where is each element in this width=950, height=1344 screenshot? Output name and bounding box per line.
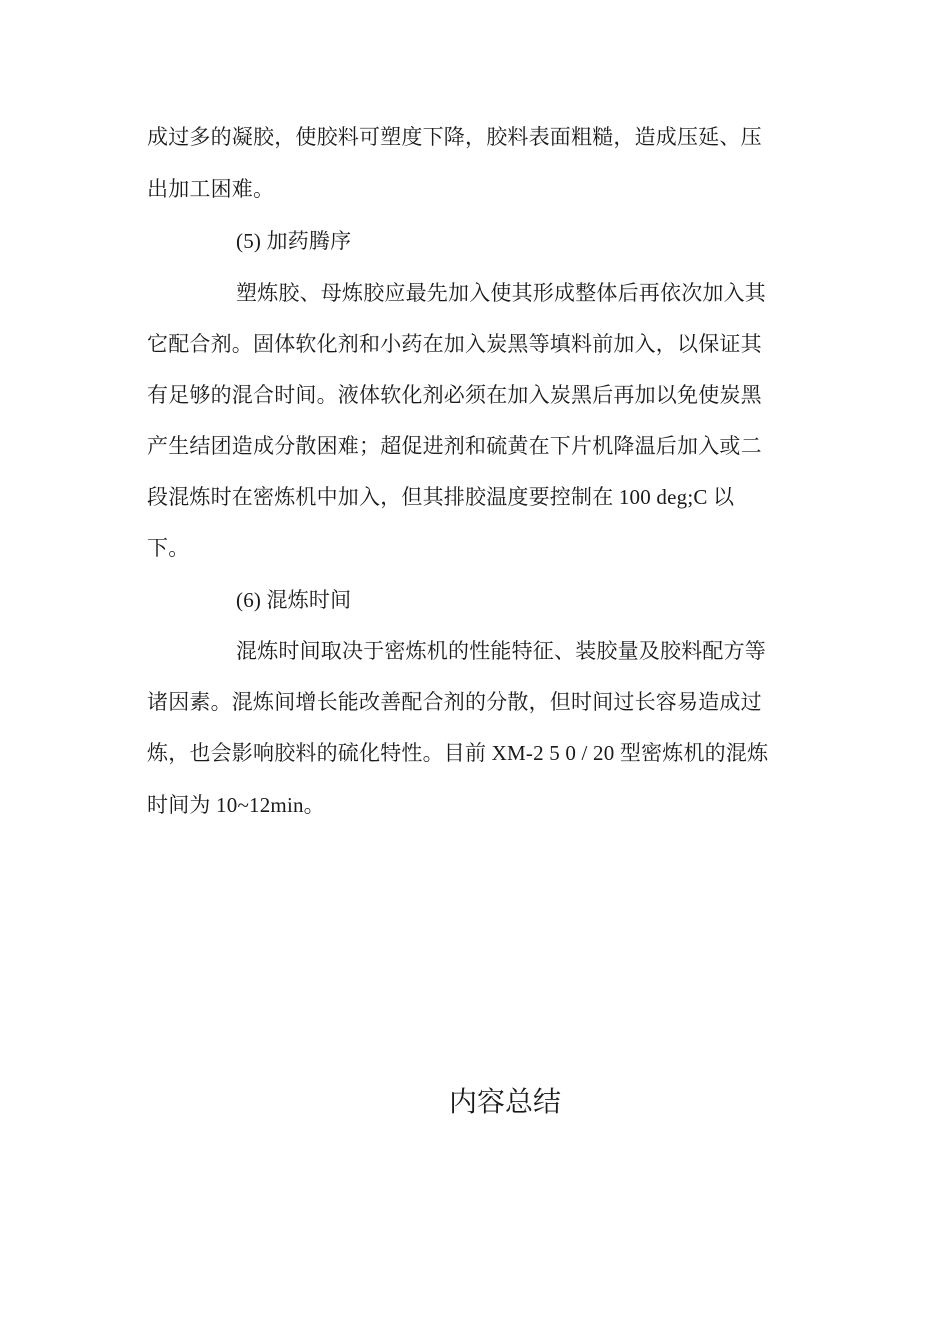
paragraph-line: 它配合剂。固体软化剂和小药在加入炭黑等填料前加入，以保证其 [147,332,762,356]
section-heading: (6) 混炼时间 [236,588,352,612]
paragraph-line: 炼，也会影响胶料的硫化特性。目前 XM-2 5 0 / 20 型密炼机的混炼 [147,741,769,765]
paragraph-line: 出加工困难。 [147,177,275,201]
paragraph-line: 塑炼胶、母炼胶应最先加入使其形成整体后再依次加入其 [236,281,766,305]
paragraph-line: 段混炼时在密炼机中加入，但其排胶温度要控制在 100 deg;C 以 [147,485,735,509]
paragraph-line: 成过多的凝胶，使胶料可塑度下降，胶料表面粗糙，造成压延、压 [147,125,762,149]
paragraph-line: 诸因素。混炼间增长能改善配合剂的分散，但时间过长容易造成过 [147,690,762,714]
paragraph-line: 产生结团造成分散困难；超促进剂和硫黄在下片机降温后加入或二 [147,434,762,458]
paragraph-line: 时间为 10~12min。 [147,793,325,817]
paragraph-line: 下。 [147,536,190,560]
paragraph-line: 有足够的混合时间。液体软化剂必须在加入炭黑后再加以免使炭黑 [147,383,762,407]
summary-title: 内容总结 [448,1087,561,1118]
paragraph-line: 混炼时间取决于密炼机的性能特征、装胶量及胶料配方等 [236,639,766,663]
section-heading: (5) 加药腾序 [236,229,352,253]
